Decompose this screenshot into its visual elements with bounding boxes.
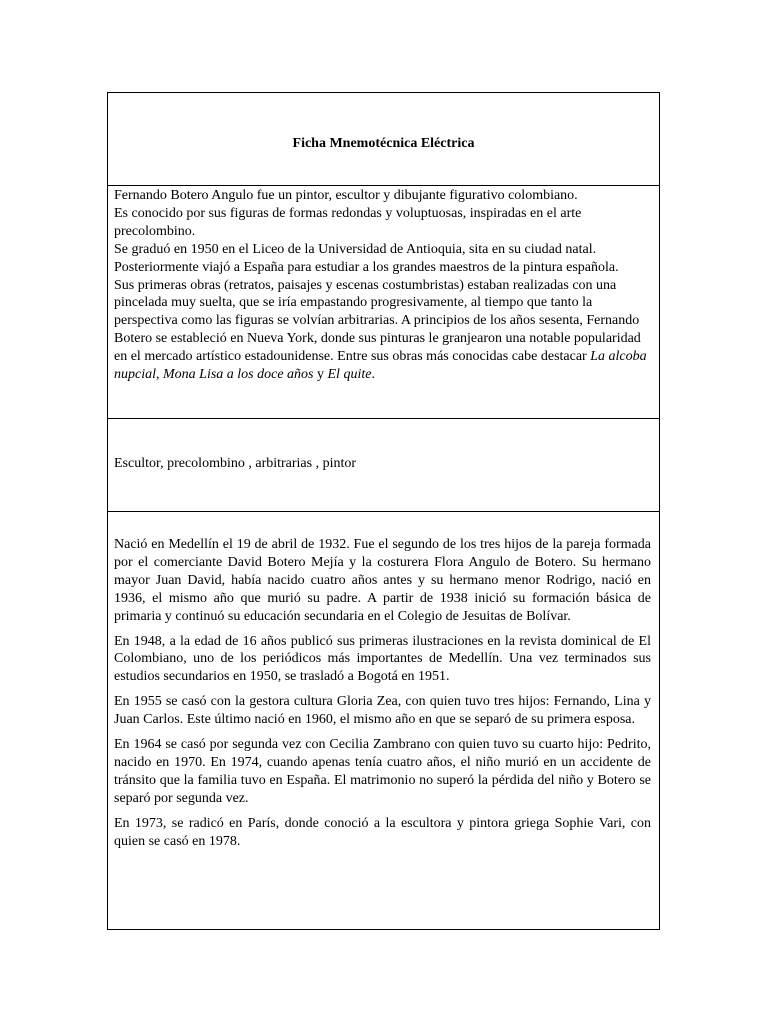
- life-paragraph: En 1973, se radicó en París, donde conoció a la escultora y pintora griega Sophie Vari, con quien se casó en 1978.: [114, 815, 651, 849]
- bio-line: Se graduó en 1950 en el Liceo de la Universidad de Antioquia, sita en su ciudad natal.: [114, 241, 597, 257]
- work-title: La alcoba nupcial: [114, 349, 647, 383]
- bio-works-intro: Sus primeras obras (retratos, paisajes y escenas costumbristas) estaban realizadas con una pincelada muy suelta, que se iría empastando progresivamente, al tiempo que tanto la perspectiva como las figuras se volvían arbitrarias. A principios de los años sesenta, Fernando Botero se estableció en Nueva York, donde sus pinturas le granjearon una notable popularidad en el mercado artístico estadounidense. Entre sus obras más conocidas cabe destacar: [114, 277, 641, 365]
- life-history-cell: [108, 512, 659, 929]
- keywords-cell: [108, 419, 659, 512]
- document-title: Ficha Mnemotécnica Eléctrica: [292, 136, 475, 151]
- life-history-text: [114, 536, 651, 858]
- work-title: Mona Lisa a los doce años: [163, 367, 314, 383]
- bio-line: Posteriormente viajó a España para estudiar a los grandes maestros de la pintura española.: [114, 259, 619, 275]
- title-cell: [108, 93, 659, 186]
- biography-cell: [108, 186, 659, 419]
- bio-works-paragraph: [114, 277, 651, 384]
- life-paragraph: En 1955 se casó con la gestora cultura Gloria Zea, con quien tuvo tres hijos: Fernando, Lina y Juan Carlos. Este último nació en 1960, el mismo año en que se separó de su primera esposa.: [114, 694, 651, 728]
- biography-text: [114, 187, 651, 384]
- life-paragraph: En 1964 se casó por segunda vez con Cecilia Zambrano con quien tuvo su cuarto hijo: Pedrito, nacido en 1970. En 1974, cuando apenas tenía cuatro años, el niño murió en un accidente de tránsito que la familia tuvo en España. El matrimonio no superó la pérdida del niño y Botero se separó por segunda vez.: [114, 737, 651, 806]
- separator: ,: [156, 367, 163, 383]
- mnemonic-card-table: [107, 92, 660, 930]
- life-paragraph: Nació en Medellín el 19 de abril de 1932. Fue el segundo de los tres hijos de la pareja formada por el comerciante David Botero Mejía y la costurera Flora Angulo de Botero. Su hermano mayor Juan David, había nacido cuatro años antes y su hermano menor Rodrigo, nació en 1936, el mismo año que murió su padre. A partir de 1938 inició su formación básica de primaria y continuó su educación secundaria en el Colegio de Jesuitas de Bolívar.: [114, 537, 651, 624]
- period: .: [371, 367, 375, 383]
- life-paragraph: En 1948, a la edad de 16 años publicó sus primeras ilustraciones en la revista dominical de El Colombiano, uno de los periódicos más importantes de Medellín. Una vez terminados sus estudios secundarios en 1950, se trasladó a Bogotá en 1951.: [114, 633, 651, 685]
- separator: y: [313, 367, 328, 383]
- bio-line: Es conocido por sus figuras de formas redondas y voluptuosas, inspiradas en el arte precolombino.: [114, 205, 582, 239]
- keywords-text: Escultor, precolombino , arbitrarias , pintor: [114, 456, 357, 471]
- bio-line: Fernando Botero Angulo fue un pintor, escultor y dibujante figurativo colombiano.: [114, 188, 578, 203]
- work-title: El quite: [327, 367, 372, 383]
